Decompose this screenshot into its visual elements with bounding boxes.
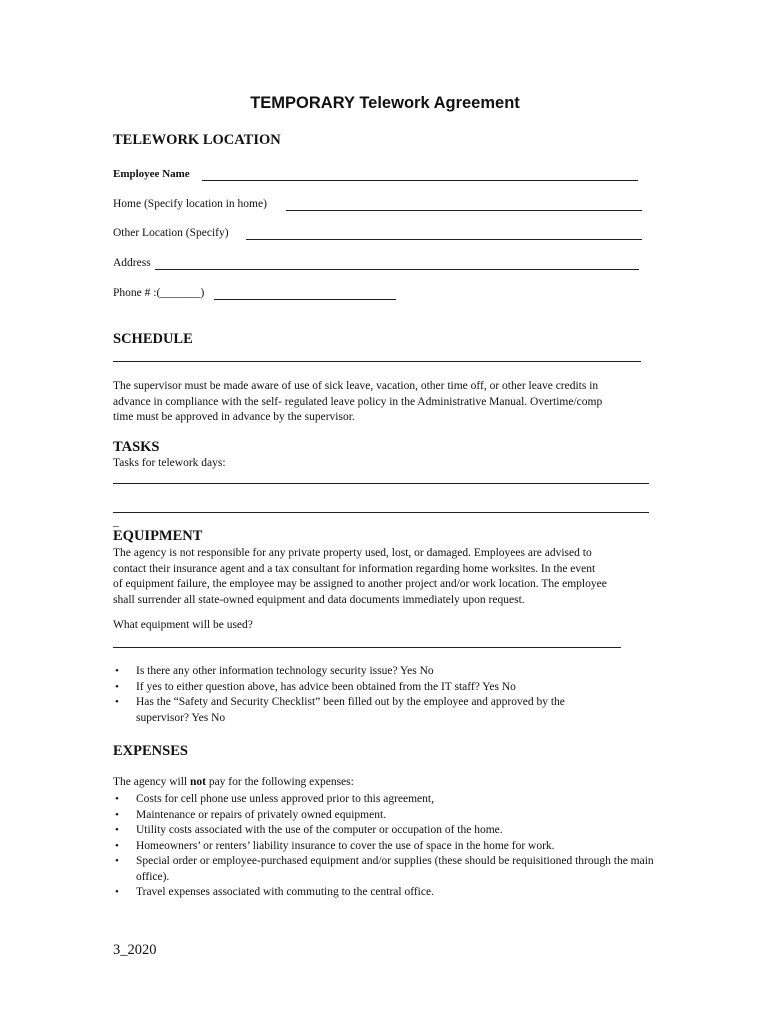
- expenses-intro: [113, 776, 354, 788]
- address-label: Address: [113, 257, 151, 269]
- equipment-line: shall surrender all state-owned equipment and data documents immediately upon request.: [113, 593, 525, 606]
- schedule-line: advance in compliance with the self- regulated leave policy in the Administrative Manual. Overtime/comp: [113, 395, 603, 408]
- list-item: • Special order or employee-purchased equipment and/or supplies (these should be requisitioned through the main office).: [113, 854, 663, 885]
- equipment-line: of equipment failure, the employee may be assigned to another project and/or work location. The employee: [113, 578, 607, 590]
- equipment-question: What equipment will be used?: [113, 619, 253, 631]
- phone-label: Phone # :(_______): [113, 287, 205, 299]
- list-item: • Maintenance or repairs of privately owned equipment.: [113, 808, 663, 824]
- tasks-label: Tasks for telework days:: [113, 457, 226, 469]
- page-title: TEMPORARY Telework Agreement: [250, 94, 520, 112]
- telework-location-heading: TELEWORK LOCATION: [113, 132, 281, 148]
- employee-name-field[interactable]: [202, 180, 638, 181]
- equipment-paragraph: [113, 546, 673, 608]
- other-location-field[interactable]: [246, 239, 642, 240]
- employee-name-label: Employee Name: [113, 168, 190, 180]
- equipment-line: The agency is not responsible for any private property used, lost, or damaged. Employees are advised to: [113, 547, 592, 559]
- list-item: • If yes to either question above, has advice been obtained from the IT staff? Yes No: [113, 680, 613, 696]
- list-item: • Homeowners’ or renters’ liability insurance to cover the use of space in the home for work.: [113, 839, 663, 855]
- address-field[interactable]: [155, 269, 639, 270]
- other-location-label: Other Location (Specify): [113, 227, 229, 239]
- list-item: • Has the “Safety and Security Checklist” been filled out by the employee and approved by the supervisor? Yes No: [113, 695, 613, 726]
- tasks-field-2[interactable]: [113, 512, 649, 513]
- schedule-line: time must be approved in advance by the supervisor.: [113, 411, 355, 423]
- list-item: • Is there any other information technology security issue? Yes No: [113, 664, 613, 680]
- tasks-stray-underscore: _: [113, 516, 119, 528]
- tasks-field-1[interactable]: [113, 483, 649, 484]
- equipment-field[interactable]: [113, 647, 621, 648]
- list-item: • Costs for cell phone use unless approved prior to this agreement,: [113, 792, 663, 808]
- home-location-label: Home (Specify location in home): [113, 198, 267, 210]
- expenses-heading: EXPENSES: [113, 743, 188, 759]
- equipment-bullets: [113, 664, 613, 726]
- footer-date: 3_2020: [113, 942, 157, 958]
- tasks-heading: TASKS: [113, 439, 160, 455]
- list-item: • Travel expenses associated with commuting to the central office.: [113, 885, 663, 901]
- home-location-field[interactable]: [286, 210, 642, 211]
- schedule-field[interactable]: [113, 361, 641, 362]
- list-item: • Utility costs associated with the use of the computer or occupation of the home.: [113, 823, 663, 839]
- expenses-intro-after: pay for the following expenses:: [205, 776, 354, 788]
- schedule-line: The supervisor must be made aware of use of sick leave, vacation, other time off, or other leave credits in: [113, 380, 599, 392]
- expenses-intro-before: The agency will: [113, 776, 190, 788]
- equipment-heading: EQUIPMENT: [113, 528, 203, 544]
- expenses-intro-bold: not: [189, 776, 206, 788]
- schedule-heading: SCHEDULE: [113, 331, 193, 347]
- expenses-bullets: [113, 792, 663, 901]
- phone-field[interactable]: [214, 299, 396, 300]
- schedule-paragraph: [113, 379, 663, 426]
- equipment-line: contact their insurance agent and a tax consultant for information regarding home worksites. In the event: [113, 562, 596, 575]
